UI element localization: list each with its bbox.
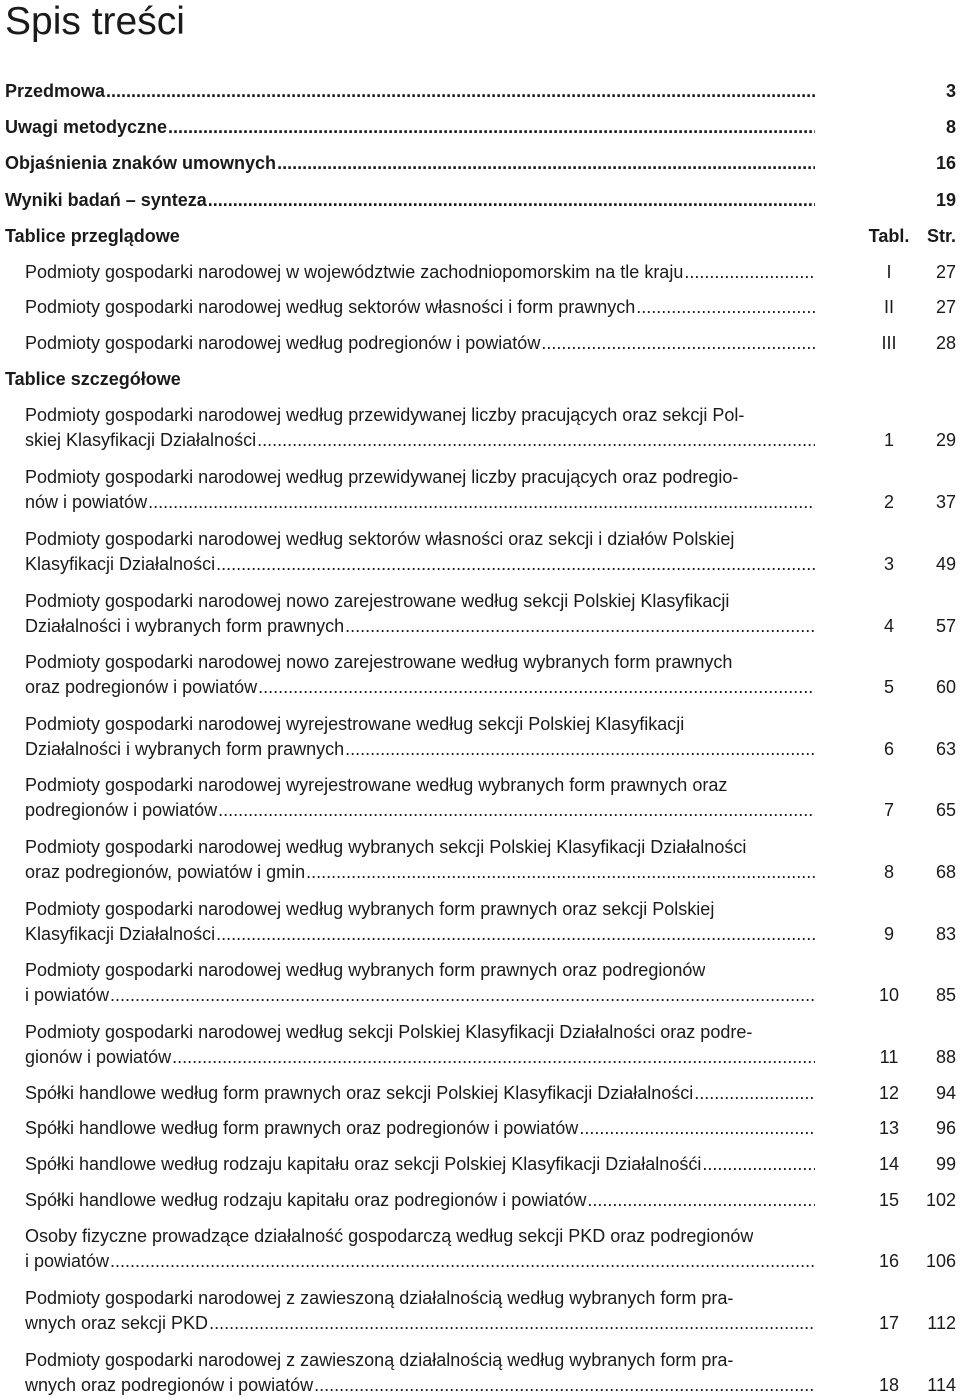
page-number: 19: [935, 190, 956, 210]
page-number: 106: [925, 1251, 956, 1271]
toc-entry-detailed-label: Klasyfikacji Działalności: [25, 923, 216, 944]
dot-leader: [209, 1313, 815, 1334]
table-number: 3: [883, 554, 894, 574]
toc-entry-line: Podmioty gospodarki narodowej wyrejestrowane według wybranych form prawnych oraz: [25, 775, 728, 795]
dot-leader: [306, 862, 815, 883]
table-number: 14: [878, 1154, 900, 1174]
toc-entry-detailed[interactable]: [25, 736, 815, 762]
page-number: 28: [935, 333, 956, 353]
page-number: 102: [925, 1190, 956, 1210]
page-number: 8: [945, 117, 956, 137]
dot-leader: [172, 1047, 815, 1068]
dot-leader: [258, 677, 815, 698]
page-number: 85: [935, 985, 956, 1005]
table-number: 12: [878, 1083, 900, 1103]
toc-entry-line: Podmioty gospodarki narodowej wyrejestrowane według sekcji Polskiej Klasyfikacji: [25, 714, 685, 734]
toc-entry-detailed-label: Klasyfikacji Działalności: [25, 553, 216, 574]
page-number: 60: [935, 677, 956, 697]
dot-leader: [587, 1190, 815, 1211]
page-number: 29: [935, 430, 956, 450]
toc-entry-detailed[interactable]: [25, 1310, 815, 1336]
dot-leader: [208, 190, 815, 211]
dot-leader: [694, 1083, 815, 1104]
toc-entry-detailed[interactable]: [25, 489, 815, 515]
toc-entry-intro[interactable]: [5, 187, 815, 213]
toc-entry-intro[interactable]: [5, 78, 815, 104]
table-number: II: [883, 297, 894, 317]
table-number: III: [881, 333, 897, 353]
toc-entry-detailed[interactable]: [25, 613, 815, 639]
page-number: 27: [935, 262, 956, 282]
table-number: 1: [883, 430, 894, 450]
dot-leader: [277, 153, 815, 174]
table-number: 5: [883, 677, 894, 697]
dot-leader: [257, 430, 815, 451]
toc-entry-intro-label: Objaśnienia znaków umownych: [5, 152, 277, 173]
toc-entry-intro-label: Uwagi metodyczne: [5, 116, 168, 137]
toc-entry-line: Podmioty gospodarki narodowej z zawieszoną działalnością według wybranych form pra-: [25, 1350, 734, 1370]
toc-entry-detailed[interactable]: [25, 427, 815, 453]
page-number: 114: [927, 1375, 956, 1395]
page-number: 99: [935, 1154, 956, 1174]
toc-entry-detailed[interactable]: [25, 1115, 815, 1141]
dot-leader: [216, 924, 815, 945]
page-number: 96: [935, 1118, 956, 1138]
toc-entry-line: Osoby fizyczne prowadzące działalność gospodarczą według sekcji PKD oraz podregionów: [25, 1226, 754, 1246]
toc-entry-line: Podmioty gospodarki narodowej według sektorów własności oraz sekcji i działów Polskiej: [25, 529, 735, 549]
table-number: I: [886, 262, 892, 282]
toc-entry-intro[interactable]: [5, 150, 815, 176]
dot-leader: [314, 1375, 815, 1396]
column-header-page: Str.: [926, 226, 956, 246]
dot-leader: [579, 1118, 815, 1139]
table-number: 2: [883, 492, 894, 512]
toc-entry-overview-label: Podmioty gospodarki narodowej w województwie zachodniopomorskim na tle kraju: [25, 261, 684, 282]
toc-entry-detailed-label: gionów i powiatów: [25, 1046, 172, 1067]
toc-entry-detailed-label: Działalności i wybranych form prawnych: [25, 615, 345, 636]
table-number: 10: [878, 985, 900, 1005]
dot-leader: [345, 616, 815, 637]
toc-entry-line: Podmioty gospodarki narodowej według sekcji Polskiej Klasyfikacji Działalności oraz podre-: [25, 1022, 753, 1042]
toc-entry-detailed[interactable]: [25, 1248, 815, 1274]
toc-entry-intro-label: Przedmowa: [5, 80, 106, 101]
page-number: 83: [935, 924, 956, 944]
toc-entry-detailed[interactable]: [25, 859, 815, 885]
toc-entry-overview[interactable]: [25, 330, 815, 356]
dot-leader: [148, 492, 815, 513]
toc-entry-detailed-label: Działalności i wybranych form prawnych: [25, 738, 345, 759]
page-number: 88: [935, 1047, 956, 1067]
page-number: 27: [935, 297, 956, 317]
page-number: 37: [935, 492, 956, 512]
toc-entry-detailed[interactable]: [25, 921, 815, 947]
toc-entry-detailed-label: wnych oraz podregionów i powiatów: [25, 1374, 314, 1395]
toc-entry-line: Podmioty gospodarki narodowej według przewidywanej liczby pracujących oraz podregio-: [25, 467, 739, 487]
page-title: Spis treści: [5, 0, 185, 43]
toc-entry-detailed-label: Spółki handlowe według rodzaju kapitału oraz podregionów i powiatów: [25, 1189, 587, 1210]
toc-entry-detailed-label: oraz podregionów i powiatów: [25, 676, 258, 697]
dot-leader: [702, 1154, 815, 1175]
dot-leader: [218, 800, 815, 821]
toc-entry-detailed-label: i powiatów: [25, 984, 110, 1005]
dot-leader: [345, 739, 815, 760]
toc-entry-detailed[interactable]: [25, 1080, 815, 1106]
toc-entry-detailed-label: nów i powiatów: [25, 491, 148, 512]
toc-entry-detailed[interactable]: [25, 551, 815, 577]
toc-entry-detailed-label: Spółki handlowe według rodzaju kapitału oraz sekcji Polskiej Klasyfikacji Działalnośći: [25, 1153, 702, 1174]
page-number: 63: [935, 739, 956, 759]
toc-entry-detailed[interactable]: [25, 1151, 815, 1177]
dot-leader: [684, 262, 815, 283]
table-number: 11: [879, 1047, 899, 1067]
section-heading-overview: Tablice przeglądowe: [5, 226, 180, 246]
toc-entry-detailed[interactable]: [25, 1044, 815, 1070]
page-number: 16: [935, 153, 956, 173]
table-number: 15: [878, 1190, 900, 1210]
toc-entry-detailed[interactable]: [25, 674, 815, 700]
table-number: 7: [883, 800, 894, 820]
table-number: 6: [883, 739, 894, 759]
section-heading-detailed: Tablice szczegółowe: [5, 369, 181, 389]
table-number: 4: [883, 616, 894, 636]
toc-entry-detailed[interactable]: [25, 1187, 815, 1213]
table-number: 13: [878, 1118, 900, 1138]
dot-leader: [216, 554, 815, 575]
dot-leader: [106, 81, 815, 102]
toc-entry-overview[interactable]: [25, 294, 815, 320]
toc-entry-detailed[interactable]: [25, 1372, 815, 1398]
toc-entry-detailed-label: i powiatów: [25, 1250, 110, 1271]
toc-entry-line: Podmioty gospodarki narodowej według przewidywanej liczby pracujących oraz sekcji Pol-: [25, 405, 745, 425]
toc-entry-line: Podmioty gospodarki narodowej nowo zarejestrowane według wybranych form prawnych: [25, 652, 733, 672]
toc-entry-intro-label: Wyniki badań – synteza: [5, 189, 207, 210]
page-number: 49: [935, 554, 956, 574]
toc-entry-overview[interactable]: [25, 259, 815, 285]
table-number: 16: [878, 1251, 900, 1271]
table-number: 17: [878, 1313, 900, 1333]
toc-entry-detailed[interactable]: [25, 982, 815, 1008]
page-number: 112: [927, 1313, 956, 1333]
toc-entry-line: Podmioty gospodarki narodowej według wybranych sekcji Polskiej Klasyfikacji Działalności: [25, 837, 747, 857]
page-number: 94: [935, 1083, 956, 1103]
table-number: 9: [883, 924, 894, 944]
toc-entry-line: Podmioty gospodarki narodowej według wybranych form prawnych oraz podregionów: [25, 960, 706, 980]
toc-entry-overview-label: Podmioty gospodarki narodowej według sektorów własności i form prawnych: [25, 296, 636, 317]
page-number: 65: [935, 800, 956, 820]
toc-entry-detailed-label: podregionów i powiatów: [25, 799, 218, 820]
toc-entry-line: Podmioty gospodarki narodowej z zawieszoną działalnością według wybranych form pra-: [25, 1288, 734, 1308]
toc-entry-overview-label: Podmioty gospodarki narodowej według podregionów i powiatów: [25, 332, 541, 353]
dot-leader: [541, 333, 815, 354]
toc-entry-detailed[interactable]: [25, 797, 815, 823]
table-number: 18: [878, 1375, 900, 1395]
dot-leader: [168, 117, 815, 138]
toc-entry-detailed-label: Spółki handlowe według form prawnych oraz sekcji Polskiej Klasyfikacji Działalności: [25, 1082, 694, 1103]
toc-entry-line: Podmioty gospodarki narodowej według wybranych form prawnych oraz sekcji Polskiej: [25, 899, 715, 919]
dot-leader: [636, 297, 815, 318]
page-number: 68: [935, 862, 956, 882]
toc-entry-detailed-label: wnych oraz sekcji PKD: [25, 1312, 209, 1333]
toc-entry-detailed-label: oraz podregionów, powiatów i gmin: [25, 861, 306, 882]
toc-entry-line: Podmioty gospodarki narodowej nowo zarejestrowane według sekcji Polskiej Klasyfikacji: [25, 591, 730, 611]
column-header-table: Tabl.: [868, 226, 910, 246]
toc-entry-intro[interactable]: [5, 114, 815, 140]
toc-entry-detailed-label: Spółki handlowe według form prawnych oraz podregionów i powiatów: [25, 1117, 579, 1138]
page-number: 57: [935, 616, 956, 636]
page-number: 3: [945, 81, 956, 101]
table-number: 8: [883, 862, 894, 882]
toc-entry-detailed-label: skiej Klasyfikacji Działalności: [25, 429, 257, 450]
dot-leader: [110, 985, 815, 1006]
dot-leader: [110, 1251, 815, 1272]
